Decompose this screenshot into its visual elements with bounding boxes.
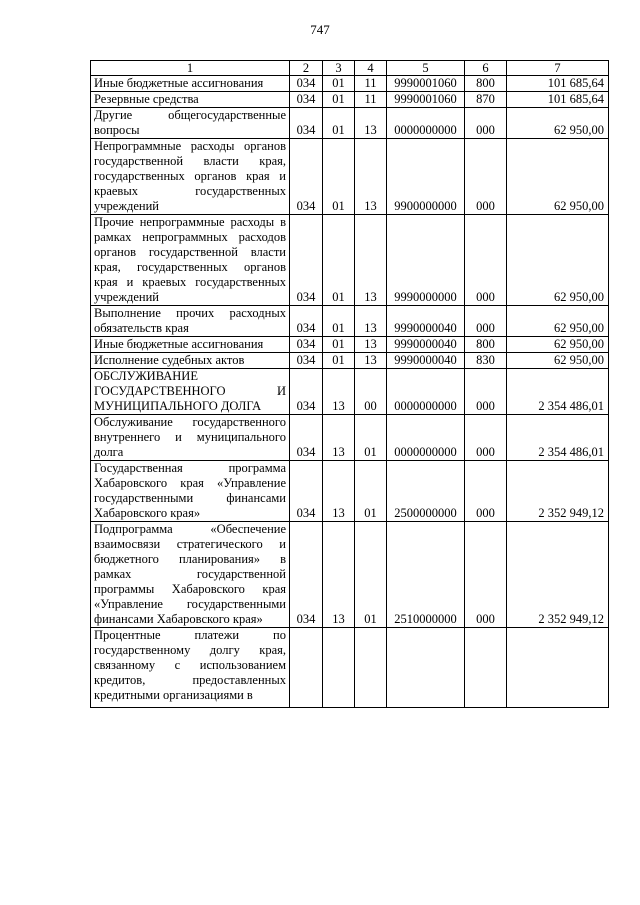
row-code-cell: 000 (465, 139, 507, 215)
row-code-cell: 13 (323, 415, 355, 461)
table-row (91, 415, 609, 461)
table-row (91, 215, 609, 306)
row-code-cell: 000 (465, 369, 507, 415)
row-name-cell: ОБСЛУЖИВАНИЕ ГОСУДАРСТВЕННОГО И МУНИЦИПАЛЬНОГО ДОЛГА (91, 369, 290, 415)
row-code-cell: 870 (465, 92, 507, 108)
row-code-cell: 9990000040 (387, 337, 465, 353)
row-code-cell: 034 (290, 215, 323, 306)
row-code-cell: 13 (355, 139, 387, 215)
row-name-cell: Непрограммные расходы органов государственной власти края, государственных органов края и краевых государственных учреждений (91, 139, 290, 215)
column-header: 7 (507, 61, 609, 76)
budget-table (90, 60, 609, 708)
row-code-cell: 000 (465, 306, 507, 337)
row-amount-cell: 101 685,64 (507, 76, 609, 92)
row-name-cell: Иные бюджетные ассигнования (91, 76, 290, 92)
row-code-cell: 13 (355, 215, 387, 306)
row-code-cell: 9990001060 (387, 76, 465, 92)
row-name-cell: Обслуживание государственного внутреннего и муниципального долга (91, 415, 290, 461)
row-code-cell: 000 (465, 461, 507, 522)
row-amount-cell: 2 352 949,12 (507, 522, 609, 628)
row-code-cell: 0000000000 (387, 369, 465, 415)
row-name-cell: Исполнение судебных актов (91, 353, 290, 369)
row-name-cell: Государственная программа Хабаровского края «Управление государственными финансами Хабаровского края» (91, 461, 290, 522)
row-name-cell: Процентные платежи по государственному долгу края, связанному с использованием кредитов, предоставленных кредитными организациями в (91, 628, 290, 708)
row-code-cell: 00 (355, 369, 387, 415)
row-name-cell: Иные бюджетные ассигнования (91, 337, 290, 353)
page-number: 747 (310, 22, 330, 37)
row-code-cell: 9990001060 (387, 92, 465, 108)
row-code-cell: 01 (355, 415, 387, 461)
table-row (91, 108, 609, 139)
row-code-cell: 11 (355, 76, 387, 92)
row-code-cell: 000 (465, 522, 507, 628)
table-row (91, 369, 609, 415)
row-code-cell: 01 (355, 461, 387, 522)
column-header: 4 (355, 61, 387, 76)
row-amount-cell: 62 950,00 (507, 353, 609, 369)
table-row (91, 337, 609, 353)
row-code-cell: 0000000000 (387, 108, 465, 139)
row-amount-cell: 62 950,00 (507, 306, 609, 337)
row-code-cell: 01 (323, 139, 355, 215)
row-amount-cell: 62 950,00 (507, 108, 609, 139)
row-code-cell: 830 (465, 353, 507, 369)
table-row (91, 628, 609, 708)
row-amount-cell: 2 354 486,01 (507, 415, 609, 461)
column-header: 2 (290, 61, 323, 76)
row-code-cell: 9990000000 (387, 215, 465, 306)
table-row (91, 353, 609, 369)
table-row (91, 306, 609, 337)
row-code-cell: 01 (323, 92, 355, 108)
row-amount-cell: 62 950,00 (507, 337, 609, 353)
table-row (91, 461, 609, 522)
row-code-cell: 034 (290, 369, 323, 415)
row-code-cell (465, 628, 507, 708)
column-header: 3 (323, 61, 355, 76)
column-header: 6 (465, 61, 507, 76)
column-header: 1 (91, 61, 290, 76)
row-code-cell: 13 (323, 461, 355, 522)
row-code-cell: 13 (355, 353, 387, 369)
row-code-cell: 000 (465, 108, 507, 139)
row-amount-cell: 101 685,64 (507, 92, 609, 108)
row-code-cell: 9900000000 (387, 139, 465, 215)
row-code-cell: 034 (290, 92, 323, 108)
row-amount-cell: 62 950,00 (507, 139, 609, 215)
row-code-cell: 034 (290, 415, 323, 461)
row-code-cell: 000 (465, 415, 507, 461)
row-code-cell: 034 (290, 108, 323, 139)
row-code-cell: 034 (290, 76, 323, 92)
row-code-cell: 034 (290, 461, 323, 522)
row-code-cell: 034 (290, 306, 323, 337)
row-code-cell: 01 (323, 353, 355, 369)
row-code-cell: 9990000040 (387, 306, 465, 337)
row-code-cell: 13 (355, 337, 387, 353)
row-code-cell: 034 (290, 522, 323, 628)
row-code-cell: 13 (355, 306, 387, 337)
row-code-cell: 01 (323, 337, 355, 353)
row-code-cell: 2510000000 (387, 522, 465, 628)
row-code-cell: 01 (323, 215, 355, 306)
row-name-cell: Другие общегосударственные вопросы (91, 108, 290, 139)
table-row (91, 92, 609, 108)
table-row (91, 76, 609, 92)
row-code-cell: 13 (323, 369, 355, 415)
row-amount-cell: 62 950,00 (507, 215, 609, 306)
row-amount-cell: 2 352 949,12 (507, 461, 609, 522)
row-code-cell (323, 628, 355, 708)
row-code-cell: 2500000000 (387, 461, 465, 522)
row-code-cell: 034 (290, 337, 323, 353)
row-code-cell: 13 (323, 522, 355, 628)
row-name-cell: Прочие непрограммные расходы в рамках непрограммных расходов органов государственной власти края, государственных органов края и краевых государственных учреждений (91, 215, 290, 306)
table-row (91, 522, 609, 628)
row-code-cell: 01 (323, 306, 355, 337)
row-name-cell: Подпрограмма «Обеспечение взаимосвязи стратегического и бюджетного планирования» в рамках государственной программы Хабаровского края «Управление государственными финансами Хабаровского края» (91, 522, 290, 628)
row-amount-cell: 2 354 486,01 (507, 369, 609, 415)
table-row (91, 139, 609, 215)
row-code-cell: 01 (323, 108, 355, 139)
table-header-row (91, 61, 609, 76)
row-code-cell (290, 628, 323, 708)
row-code-cell: 034 (290, 353, 323, 369)
row-code-cell: 11 (355, 92, 387, 108)
row-amount-cell (507, 628, 609, 708)
row-code-cell: 9990000040 (387, 353, 465, 369)
column-header: 5 (387, 61, 465, 76)
row-code-cell: 000 (465, 215, 507, 306)
row-code-cell: 0000000000 (387, 415, 465, 461)
row-code-cell: 034 (290, 139, 323, 215)
row-name-cell: Выполнение прочих расходных обязательств края (91, 306, 290, 337)
row-code-cell: 800 (465, 337, 507, 353)
row-code-cell: 01 (355, 522, 387, 628)
row-code-cell (387, 628, 465, 708)
row-code-cell: 01 (323, 76, 355, 92)
row-code-cell: 800 (465, 76, 507, 92)
row-code-cell: 13 (355, 108, 387, 139)
row-code-cell (355, 628, 387, 708)
row-name-cell: Резервные средства (91, 92, 290, 108)
